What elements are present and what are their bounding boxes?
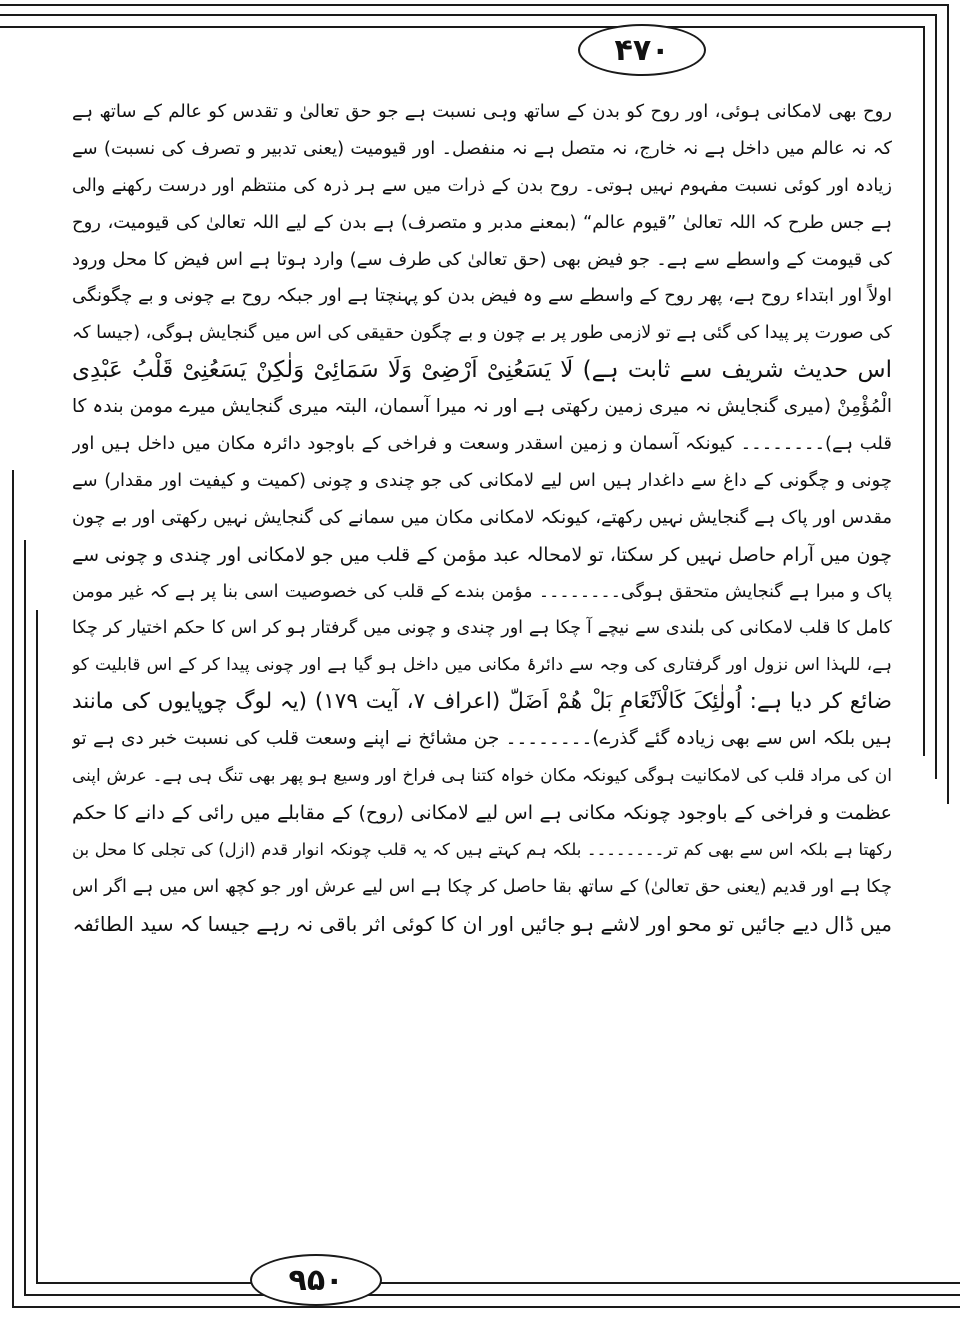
header-page-number-badge: [578, 24, 706, 76]
frame-top-rule-outer: [0, 4, 948, 6]
text-line: اس حدیث شریف سے ثابت ہے) لَا یَسَعُنِیْ اَرْضِیْ وَلَا سَمَائِیْ وَلٰکِنْ یَسَعُنِیْ قَلْبُ عَبْدِی: [72, 357, 892, 384]
text-line: چون میں آرام حاصل نہیں کر سکتا، تو لامحالہ عبد مؤمن کے قلب میں جو لامکانی اور چندی و چونی سے: [72, 543, 892, 566]
text-line: ہیں بلکہ اس سے بھی زیادہ گئے گذرے)۔۔۔۔۔۔۔۔ جن مشائخ نے اپنے وسعت قلب کی نسبت خبر دی ہے تو: [72, 728, 892, 750]
frame-left-rule-mid: [24, 540, 26, 1296]
frame-left-rule-inner: [36, 610, 38, 1284]
text-line: قلب ہے)۔۔۔۔۔۔۔۔ کیونکہ آسمان و زمین اسقدر وسعت و فراخی کے باوجود دائرہ مکان میں داخل ہیں اور: [72, 433, 892, 455]
text-line: کہ نہ عالم میں داخل ہے نہ خارج، نہ متصل ہے نہ منفصل۔ اور قیومیت (یعنی تدبیر و تصرف کی نسبت) سے: [72, 137, 892, 159]
frame-left-rule-outer: [12, 470, 14, 1308]
footer-page-number: ۹۵۰: [288, 1262, 344, 1298]
text-line: ان کی مراد قلب کی لامکانیت ہوگی کیونکہ مکان خواہ کتنا ہی فراخ اور وسیع ہو پھر بھی تنگ ہی ہے۔ عرش اپنی: [72, 766, 892, 787]
text-line: عظمت و فراخی کے باوجود چونکہ مکانی ہے اس لیے لامکانی (روح) کے مقابلے میں رائی کے دانے کا حکم: [72, 801, 892, 824]
frame-right-rule-outer: [947, 4, 949, 804]
text-line: چکا ہے اور قدیم (یعنی حق تعالیٰ) کے ساتھ بقا حاصل کر چکا ہے اس لیے عرش اور جو کچھ اس میں ہے اگر اس: [72, 876, 892, 897]
text-line: مقدس اور پاک ہے گنجایش نہیں رکھتے، کیونکہ لامکانی مکان میں سمانے کی گنجایش نہیں رکھتی اور بے چون: [72, 506, 892, 528]
text-line: ضائع کر دیا ہے: اُولٰئِکَ کَالْاَنْعَامِ بَلْ ھُمْ اَضَلّ (اعراف ۷، آیت ۱۷۹) (یہ لوگ چوپایوں کی مانند: [72, 689, 892, 715]
frame-top-rule-mid: [0, 14, 936, 16]
text-line: رکھتا ہے بلکہ اس سے بھی کم تر۔۔۔۔۔۔۔۔ بلکہ ہم کہتے ہیں کہ یہ قلب چونکہ انوار قدم (ازل) کی تجلی کا محل بن: [72, 839, 892, 859]
frame-bottom-rule-outer: [12, 1306, 960, 1308]
frame-right-rule-mid: [935, 14, 937, 779]
text-line: ہے جس طرح کہ اللہ تعالیٰ ”قیوم عالم“ (بمعنے مدبر و متصرف) ہے بدن کے لیے اللہ تعالیٰ کی قیومیت، روح: [72, 211, 892, 233]
text-line: میں ڈال دیے جائیں تو محو اور لاشے ہو جائیں اور ان کا کوئی اثر باقی نہ رہے جیسا کہ سید الطائفہ: [72, 911, 892, 936]
text-line: چونی و چگونی کے داغ سے داغدار ہیں اس لیے لامکانی کی جو چندی و چونی (کمیت و کیفیت اور مقدار) سے: [72, 469, 892, 491]
text-line: کی صورت پر پیدا کی گئی ہے تو لازمی طور پر بے چون و بے چگون حقیقی کی اس میں گنجایش ہوگی، (جیسا کہ: [72, 323, 892, 344]
text-line: ہے، للہذا اس نزول اور گرفتاری کی وجہ سے دائرۂ مکانی میں داخل ہو گیا ہے اور چونی پیدا کر کے اس قابلیت کو: [72, 655, 892, 676]
text-line: الْمُؤْمِنْ (میری گنجایش نہ میری زمین رکھتی ہے اور نہ میرا آسمان، البتہ میری گنجایش میرے مومن بندہ کا: [72, 396, 892, 418]
text-line: زیادہ اور کوئی نسبت مفہوم نہیں ہوتی۔ روح بدن کے ذرات میں سے ہر ذرہ کی منتظم اور درست رکھنے والی: [72, 175, 892, 196]
frame-bottom-rule-inner: [36, 1282, 960, 1284]
header-page-number: ۴۷۰: [614, 32, 670, 68]
frame-top-rule-inner: [0, 26, 924, 28]
text-line: پاک و مبرا ہے گنجایش متحقق ہوگی۔۔۔۔۔۔۔۔ مؤمن بندے کے قلب کی خصوصیت اسی بنا پر ہے کہ غیر مومن: [72, 581, 892, 602]
text-line: کامل کا قلب لامکانی کی بلندی سے نیچے آ چکا ہے اور چندی و چونی میں گرفتار ہو کر اس کا حکم اختیار کر چکا: [72, 618, 892, 639]
text-line: روح بھی لامکانی ہوئی، اور روح کو بدن کے ساتھ وہی نسبت ہے جو حق تعالیٰ و تقدس کو عالم کے ساتھ ہے: [72, 101, 892, 122]
text-line: کی قیومت کے واسطے سے ہے۔ جو فیض بھی (حق تعالیٰ کی طرف سے) وارد ہوتا ہے اس فیض کا محل ورود: [72, 248, 892, 270]
footer-page-number-badge: [250, 1254, 382, 1306]
page-body-text: [72, 94, 892, 942]
frame-right-rule-inner: [923, 26, 925, 756]
frame-bottom-rule-mid: [24, 1294, 960, 1296]
text-line: اولاً اور ابتداء روح ہے، پھر روح کے واسطے سے وہ فیض بدن کو پہنچتا ہے اور جبکہ روح بے چونی و بے چگونگی: [72, 285, 892, 307]
